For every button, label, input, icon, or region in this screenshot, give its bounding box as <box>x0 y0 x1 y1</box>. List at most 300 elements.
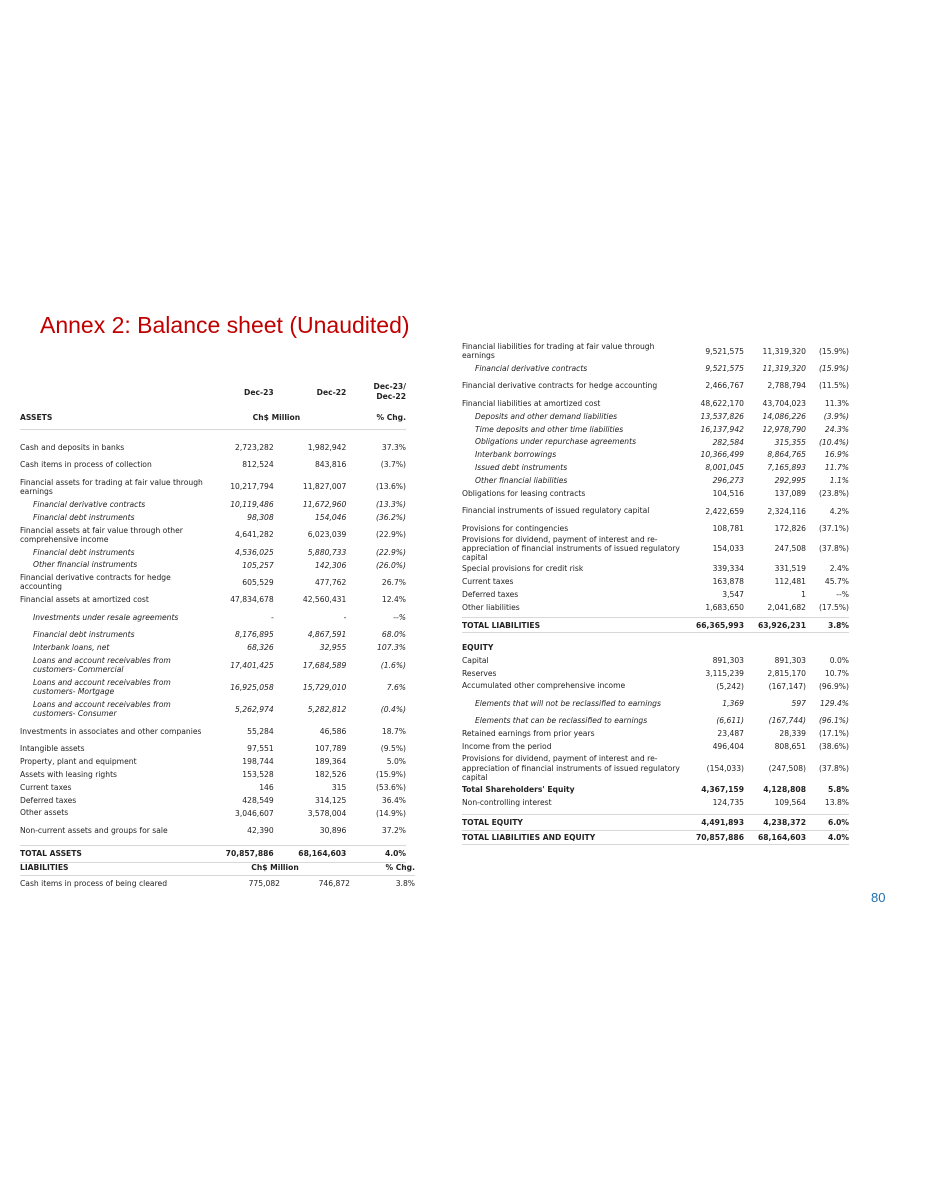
row-value-chg: 16.9% <box>824 450 849 460</box>
row-value-dec23: 16,137,942 <box>700 424 744 434</box>
row-value-chg: (13.3%) <box>375 499 406 509</box>
table-row <box>462 448 849 461</box>
row-value-dec22: 14,086,226 <box>762 411 806 421</box>
row-value-dec23: 42,390 <box>247 825 274 835</box>
row-value-dec22: 11,672,960 <box>302 499 347 509</box>
row-value-chg: 36.4% <box>381 795 406 805</box>
row-value-chg: 3.8% <box>395 878 415 888</box>
row-value-dec23: 17,401,425 <box>230 660 274 670</box>
row-value-chg: (0.4%) <box>380 704 406 714</box>
row-label: Loans and account receivables from customers- Consumer <box>33 700 171 719</box>
row-value-dec22: 172,826 <box>774 523 806 533</box>
table-row <box>20 546 406 559</box>
row-value-dec22: 68,164,603 <box>274 845 347 862</box>
chg-label: % Chg. <box>346 407 406 429</box>
table-row <box>462 474 849 487</box>
table-row <box>20 641 406 654</box>
row-value-chg: (15.9%) <box>818 346 849 356</box>
row-value-dec23: 8,001,045 <box>705 463 744 473</box>
row-value-chg: 107.3% <box>377 643 406 653</box>
row-value-dec22: 2,324,116 <box>767 506 806 516</box>
row-value-chg: (3.7%) <box>380 460 406 470</box>
liabilities-start-table <box>20 861 415 891</box>
row-value-chg: 18.7% <box>381 726 406 736</box>
row-value-chg: 2.4% <box>829 564 849 574</box>
row-value-dec23: (154,033) <box>706 763 744 773</box>
table-row <box>20 441 406 454</box>
row-label: TOTAL ASSETS <box>20 845 206 862</box>
table-row <box>462 753 849 783</box>
row-value-chg: --% <box>836 589 849 599</box>
row-label: Financial assets at amortized cost <box>20 595 149 605</box>
row-value-dec23: 5,262,974 <box>235 704 274 714</box>
row-value-dec23: 605,529 <box>242 577 274 587</box>
row-label: Obligations for leasing contracts <box>462 489 586 499</box>
row-value-dec22: 477,762 <box>314 577 347 587</box>
row-value-chg: (17.1%) <box>818 729 849 739</box>
row-value-dec23: 9,521,575 <box>705 346 744 356</box>
row-value-chg: (14.9%) <box>375 808 406 818</box>
row-value-chg: (37.8%) <box>818 544 849 554</box>
row-label: Retained earnings from prior years <box>462 729 595 739</box>
total-row <box>462 618 849 633</box>
table-row <box>20 571 406 593</box>
row-value-dec23: 48,622,170 <box>700 398 744 408</box>
row-value-chg: (13.6%) <box>375 482 406 492</box>
row-value-dec22: 112,481 <box>774 577 806 587</box>
row-value-dec22: 142,306 <box>314 560 347 570</box>
table-row <box>462 654 849 667</box>
row-value-chg: 4.0% <box>806 831 849 845</box>
row-label: Cash and deposits in banks <box>20 442 125 452</box>
table-row <box>20 606 406 628</box>
row-value-chg: 12.4% <box>381 595 406 605</box>
row-value-dec22: 32,955 <box>319 643 347 653</box>
row-value-dec23: 3,115,239 <box>705 668 744 678</box>
row-value-dec23: 70,857,886 <box>682 831 744 845</box>
row-value-chg: (9.5%) <box>380 744 406 754</box>
table-row <box>462 575 849 588</box>
row-value-chg: 68.0% <box>381 630 406 640</box>
row-value-chg: 6.0% <box>806 815 849 831</box>
table-row <box>20 698 406 720</box>
row-value-chg: (37.8%) <box>818 763 849 773</box>
liabilities-equity-rows <box>462 340 849 845</box>
table-row <box>20 628 406 641</box>
row-value-dec23: 55,284 <box>247 726 274 736</box>
row-value-dec22: 808,651 <box>774 742 806 752</box>
row-value-chg: 1.1% <box>829 476 849 486</box>
row-value-dec22: 1 <box>801 589 806 599</box>
row-label: Financial derivative contracts for hedge accounting <box>462 381 658 391</box>
assets-section-label: ASSETS <box>20 407 206 429</box>
row-value-chg: 13.8% <box>824 797 849 807</box>
row-value-chg: (17.5%) <box>818 602 849 612</box>
row-value-dec23: 4,491,893 <box>682 815 744 831</box>
row-value-dec22: 3,578,004 <box>307 808 347 818</box>
row-value-dec23: 1,369 <box>722 698 744 708</box>
row-value-dec22: 137,089 <box>774 489 806 499</box>
row-value-dec22: (167,147) <box>768 681 806 691</box>
row-value-chg: (15.9%) <box>818 363 849 373</box>
row-label: TOTAL LIABILITIES <box>462 618 682 633</box>
row-value-dec23: 68,326 <box>247 643 274 653</box>
table-row <box>20 511 406 524</box>
table-row <box>20 819 406 841</box>
row-value-dec23: 154,033 <box>712 544 744 554</box>
row-value-dec23: 812,524 <box>242 460 274 470</box>
row-value-dec22: 2,041,682 <box>767 602 806 612</box>
row-label: Financial derivative contracts for hedge accounting <box>20 573 171 592</box>
row-value-dec23: - <box>270 612 274 622</box>
row-value-chg: (22.9%) <box>375 547 406 557</box>
table-row <box>462 535 849 562</box>
table-row <box>20 720 406 742</box>
row-value-dec22: 28,339 <box>779 729 806 739</box>
row-label: Provisions for dividend, payment of interest and re-appreciation of financial instruments of issued regulatory capital <box>462 534 680 563</box>
row-value-dec23: 428,549 <box>242 795 274 805</box>
total-row <box>462 815 849 831</box>
total-row <box>20 845 406 862</box>
row-value-dec22: 46,586 <box>319 726 347 736</box>
row-value-dec23: 146 <box>259 782 274 792</box>
row-value-dec23: (5,242) <box>716 681 744 691</box>
table-row <box>462 680 849 693</box>
table-row <box>462 783 849 796</box>
row-value-chg: 10.7% <box>824 668 849 678</box>
row-value-dec23: 124,735 <box>712 797 744 807</box>
row-value-dec22: 7,165,893 <box>767 463 806 473</box>
row-value-dec23: (6,611) <box>716 716 744 726</box>
row-value-dec22: 4,128,808 <box>763 785 806 795</box>
row-value-chg: 3.8% <box>806 618 849 633</box>
row-value-dec22: 68,164,603 <box>744 831 806 845</box>
row-value-dec22: 1,982,942 <box>307 442 347 452</box>
row-value-dec23: 2,723,282 <box>235 442 274 452</box>
table-row <box>462 487 849 500</box>
row-value-dec22: 315 <box>331 782 347 792</box>
row-value-dec22: 292,995 <box>774 476 806 486</box>
row-value-dec23: 10,119,486 <box>230 499 274 509</box>
row-value-chg: 5.8% <box>827 785 849 795</box>
row-value-dec22: 746,872 <box>318 878 350 888</box>
row-value-dec22: 15,729,010 <box>302 682 347 692</box>
row-value-dec23: 296,273 <box>712 476 744 486</box>
table-row <box>20 524 406 546</box>
row-value-dec22: 11,319,320 <box>762 346 806 356</box>
liabilities-section-label: LIABILITIES <box>20 861 200 875</box>
row-value-chg: (53.6%) <box>375 782 406 792</box>
row-value-dec22: 12,978,790 <box>762 424 806 434</box>
row-value-dec23: 108,781 <box>712 523 744 533</box>
row-value-dec22: 109,564 <box>774 797 806 807</box>
row-label: Non-current assets and groups for sale <box>20 825 168 835</box>
row-value-dec23: 4,641,282 <box>235 530 274 540</box>
table-row <box>462 667 849 680</box>
row-value-chg: 5.0% <box>386 756 406 766</box>
row-value-dec23: 47,834,678 <box>230 595 274 605</box>
row-value-dec22: 43,704,023 <box>762 398 806 408</box>
row-value-dec22: 154,046 <box>314 512 347 522</box>
row-value-dec22: 107,789 <box>314 744 347 754</box>
row-label: Income from the period <box>462 742 552 752</box>
col-header-dec22: Dec-22 <box>316 387 347 397</box>
row-value-dec22: 6,023,039 <box>307 530 347 540</box>
col-header-chg <box>346 377 406 407</box>
row-value-dec22: 314,125 <box>314 795 347 805</box>
row-label: Loans and account receivables from customers- Mortgage <box>33 678 171 697</box>
row-value-dec22: 315,355 <box>774 437 806 447</box>
row-label: Deposits and other demand liabilities <box>475 411 618 421</box>
row-label: Time deposits and other time liabilities <box>475 424 624 434</box>
row-value-dec23: 3,547 <box>722 589 744 599</box>
row-label: Deferred taxes <box>20 795 77 805</box>
row-value-chg: (37.1%) <box>818 523 849 533</box>
row-label: Cash items in process of collection <box>20 460 152 470</box>
table-row <box>462 362 849 375</box>
row-value-chg: 26.7% <box>381 577 406 587</box>
table-row <box>462 601 849 614</box>
liabilities-equity-table <box>462 340 849 845</box>
table-row <box>20 676 406 698</box>
row-value-dec23: 16,925,058 <box>230 682 274 692</box>
row-value-dec22: 2,815,170 <box>767 668 806 678</box>
row-value-dec22: 189,364 <box>314 756 347 766</box>
row-value-chg: (23.8%) <box>818 489 849 499</box>
row-label: Financial instruments of issued regulatory capital <box>462 506 650 516</box>
unit-label: Ch$ Million <box>206 407 346 429</box>
row-value-dec23: 496,404 <box>712 742 744 752</box>
row-value-chg: 24.3% <box>824 424 849 434</box>
row-label: Financial debt instruments <box>33 547 135 557</box>
row-value-dec22: 30,896 <box>319 825 347 835</box>
table-row <box>462 796 849 809</box>
row-value-dec23: 8,176,895 <box>235 630 274 640</box>
row-value-chg: 45.7% <box>824 577 849 587</box>
row-value-chg: (96.1%) <box>818 716 849 726</box>
row-value-chg: 0.0% <box>829 655 849 665</box>
row-value-chg: (10.4%) <box>818 437 849 447</box>
row-value-dec23: 282,584 <box>712 437 744 447</box>
row-value-dec23: 4,367,159 <box>701 785 744 795</box>
row-value-chg: 129.4% <box>820 698 849 708</box>
row-label: Financial debt instruments <box>33 512 135 522</box>
row-value-dec23: 70,857,886 <box>206 845 273 862</box>
row-label: Financial liabilities for trading at fair value through earnings <box>462 341 655 360</box>
row-value-dec23: 66,365,993 <box>682 618 744 633</box>
table-row <box>20 781 406 794</box>
row-value-dec22: 11,319,320 <box>762 363 806 373</box>
table-row <box>20 755 406 768</box>
col-header-chg-line2: Dec-22 <box>376 392 406 401</box>
row-value-dec23: 4,536,025 <box>235 547 274 557</box>
row-value-dec22: 5,880,733 <box>307 547 347 557</box>
table-row <box>462 562 849 575</box>
row-label: Interbank loans, net <box>33 643 110 653</box>
row-label: Cash items in process of being cleared <box>20 878 168 888</box>
row-label: Investments in associates and other companies <box>20 726 202 736</box>
row-value-chg: 37.3% <box>381 442 406 452</box>
row-value-dec22: 597 <box>791 698 806 708</box>
row-value-dec22: 8,864,765 <box>767 450 806 460</box>
row-label: Capital <box>462 655 489 665</box>
liabilities-chg-label: % Chg. <box>350 861 415 875</box>
row-label: Current taxes <box>462 577 514 587</box>
row-value-dec22: 891,303 <box>774 655 806 665</box>
row-label: Intangible assets <box>20 744 85 754</box>
row-value-dec22: 2,788,794 <box>767 381 806 391</box>
row-value-chg: (38.6%) <box>818 742 849 752</box>
total-row <box>462 831 849 845</box>
table-row <box>20 768 406 781</box>
row-value-dec22: - <box>343 612 347 622</box>
row-value-dec23: 153,528 <box>242 769 274 779</box>
table-row <box>462 500 849 522</box>
table-row <box>20 476 406 498</box>
row-value-dec22: 843,816 <box>314 460 347 470</box>
table-row <box>462 423 849 436</box>
row-value-chg: (15.9%) <box>375 769 406 779</box>
table-row <box>462 727 849 740</box>
table-row <box>462 340 849 362</box>
row-value-dec22: (167,744) <box>768 716 806 726</box>
row-value-dec23: 10,217,794 <box>230 482 274 492</box>
assets-rows <box>20 377 406 862</box>
table-row <box>462 410 849 423</box>
row-value-dec22: 182,526 <box>314 769 347 779</box>
row-label: Other liabilities <box>462 602 520 612</box>
row-value-chg: (1.6%) <box>380 660 406 670</box>
row-value-dec23: 775,082 <box>248 878 280 888</box>
table-row <box>20 654 406 676</box>
assets-table <box>20 377 406 863</box>
table-row <box>20 807 406 820</box>
row-value-chg: (26.0%) <box>375 560 406 570</box>
row-value-chg: 4.0% <box>346 845 406 862</box>
row-label: Non-controlling interest <box>462 797 552 807</box>
row-value-dec23: 97,551 <box>247 744 274 754</box>
row-label: Total Shareholders' Equity <box>462 785 575 795</box>
row-label: Obligations under repurchase agreements <box>475 437 637 447</box>
table-row <box>462 588 849 601</box>
row-value-chg: (22.9%) <box>375 530 406 540</box>
table-row <box>462 436 849 449</box>
row-value-dec22: 17,684,589 <box>302 660 347 670</box>
row-value-dec23: 3,046,607 <box>235 808 274 818</box>
table-row <box>462 714 849 727</box>
table-row <box>20 794 406 807</box>
row-label: Financial liabilities at amortized cost <box>462 398 601 408</box>
row-value-dec22: 4,867,591 <box>307 630 347 640</box>
row-label: Issued debt instruments <box>475 463 568 473</box>
row-label: Assets with leasing rights <box>20 769 117 779</box>
row-label: Provisions for contingencies <box>462 523 569 533</box>
row-value-dec22: 11,827,007 <box>302 482 347 492</box>
row-label: Loans and account receivables from customers- Commercial <box>33 656 171 675</box>
page-number: 80 <box>871 890 886 905</box>
row-value-dec23: 891,303 <box>712 655 744 665</box>
row-value-dec23: 9,521,575 <box>705 363 744 373</box>
row-value-dec23: 1,683,650 <box>705 602 744 612</box>
table-row <box>462 397 849 410</box>
row-label: Provisions for dividend, payment of interest and re-appreciation of financial instruments of issued regulatory capital <box>462 754 680 782</box>
row-value-chg: 11.3% <box>824 398 849 408</box>
row-label: Reserves <box>462 668 497 678</box>
row-label: Property, plant and equipment <box>20 756 137 766</box>
row-value-dec23: 105,257 <box>242 560 274 570</box>
row-label: Financial derivative contracts <box>475 363 588 373</box>
row-label: TOTAL LIABILITIES AND EQUITY <box>462 831 682 845</box>
row-value-dec22: (247,508) <box>768 763 806 773</box>
page-title: Annex 2: Balance sheet (Unaudited) <box>40 312 410 338</box>
row-label: Other assets <box>20 808 69 818</box>
row-label: Interbank borrowings <box>475 450 557 460</box>
table-row <box>20 454 406 476</box>
row-value-dec23: 13,537,826 <box>700 411 744 421</box>
row-label: Financial assets at fair value through other comprehensive income <box>20 525 183 544</box>
table-row <box>20 593 406 606</box>
row-value-chg: (36.2%) <box>375 512 406 522</box>
row-value-dec22: 331,519 <box>774 564 806 574</box>
row-label: Special provisions for credit risk <box>462 564 584 574</box>
row-value-dec22: 247,508 <box>774 544 806 554</box>
row-value-dec22: 42,560,431 <box>302 595 347 605</box>
row-label: Accumulated other comprehensive income <box>462 681 626 691</box>
table-row <box>20 559 406 572</box>
row-label: Elements that will not be reclassified to earnings <box>475 698 661 708</box>
table-row <box>462 692 849 714</box>
table-row <box>462 522 849 535</box>
row-value-dec23: 339,334 <box>712 564 744 574</box>
row-label: Financial debt instruments <box>33 630 135 640</box>
table-row <box>462 740 849 753</box>
row-value-chg: 37.2% <box>381 825 406 835</box>
row-value-dec23: 163,878 <box>712 577 744 587</box>
row-value-chg: 7.6% <box>386 682 406 692</box>
col-header-chg-line1: Dec-23/ <box>373 382 406 392</box>
row-value-dec23: 104,516 <box>712 489 744 499</box>
equity-section-label: EQUITY <box>462 643 494 653</box>
row-value-chg: (96.9%) <box>818 681 849 691</box>
table-row <box>20 498 406 511</box>
row-label: Current taxes <box>20 782 72 792</box>
row-value-chg: 4.2% <box>829 506 849 516</box>
row-value-dec23: 10,366,499 <box>700 450 744 460</box>
row-value-dec23: 2,422,659 <box>705 506 744 516</box>
col-header-dec23: Dec-23 <box>244 387 274 397</box>
table-row <box>462 375 849 397</box>
table-row <box>20 742 406 755</box>
row-value-dec23: 2,466,767 <box>705 381 744 391</box>
row-label: TOTAL EQUITY <box>462 815 682 831</box>
row-label: Other financial instruments <box>33 560 138 570</box>
row-label: Other financial liabilities <box>475 476 568 486</box>
row-value-chg: (3.9%) <box>823 411 849 421</box>
row-value-dec22: 4,238,372 <box>744 815 806 831</box>
row-label: Elements that can be reclassified to earnings <box>475 716 648 726</box>
row-label: Financial derivative contracts <box>33 499 146 509</box>
row-value-dec23: 198,744 <box>242 756 274 766</box>
row-value-chg: (11.5%) <box>818 381 849 391</box>
row-label: Investments under resale agreements <box>33 612 179 622</box>
row-value-chg: 11.7% <box>824 463 849 473</box>
table-row <box>462 461 849 474</box>
liabilities-unit-label: Ch$ Million <box>200 861 350 875</box>
row-label: Financial assets for trading at fair value through earnings <box>20 477 203 496</box>
row-value-dec23: 23,487 <box>717 729 744 739</box>
row-value-chg: --% <box>393 612 406 622</box>
row-label: Deferred taxes <box>462 589 519 599</box>
